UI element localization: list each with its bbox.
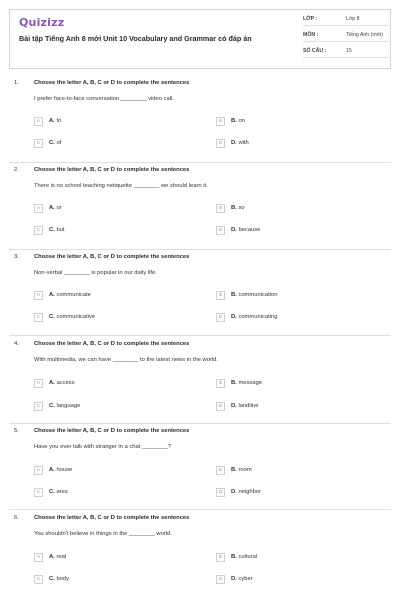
option-text: message	[238, 380, 262, 386]
option-text: but	[56, 227, 65, 233]
option-text: body	[56, 576, 70, 582]
question-instruction: Choose the letter A, B, C or D to complete the sentences	[34, 428, 190, 434]
question-6	[0, 515, 400, 601]
option-label: D.	[231, 227, 237, 233]
worksheet-title: Bài tập Tiếng Anh 8 mới Unit 10 Vocabulary and Grammar có đáp án	[19, 34, 252, 43]
option-label: D.	[231, 403, 237, 409]
option-letter-box: D	[216, 313, 225, 322]
question-instruction: Choose the letter A, B, C or D to complete the sentences	[34, 167, 190, 173]
option-label: A.	[49, 554, 55, 560]
option-text: room	[238, 467, 252, 473]
option-letter-box: C	[34, 313, 43, 322]
question-number: 3.	[14, 254, 19, 260]
option-text: so	[238, 205, 245, 211]
question-number: 2.	[14, 167, 19, 173]
meta-class	[303, 14, 388, 26]
option-label: A.	[49, 205, 55, 211]
option-letter-box: C	[34, 488, 43, 497]
meta-class-value: Lớp 8	[346, 16, 360, 22]
option-letter-box: C	[34, 402, 43, 411]
meta-count	[303, 46, 388, 58]
option-text: communicating	[238, 314, 278, 320]
question-instruction: Choose the letter A, B, C or D to complete the sentences	[34, 341, 190, 347]
option-letter-box: D	[216, 139, 225, 148]
option-text: on	[238, 118, 245, 124]
question-instruction: Choose the letter A, B, C or D to complete the sentences	[34, 80, 190, 86]
option-letter-box: A	[34, 291, 43, 300]
option-text: with	[238, 140, 249, 146]
option-letter-box: B	[216, 291, 225, 300]
question-number: 6.	[14, 515, 19, 521]
meta-divider	[303, 57, 388, 58]
option-letter-box: D	[216, 402, 225, 411]
option-label: B.	[231, 118, 237, 124]
option-label: C.	[49, 403, 55, 409]
option-label: C.	[49, 227, 55, 233]
option-label: D.	[231, 576, 237, 582]
question-instruction: Choose the letter A, B, C or D to complete the sentences	[34, 515, 190, 521]
option-letter-box: C	[34, 139, 43, 148]
meta-count-value: 15	[346, 48, 352, 54]
option-text: access	[56, 380, 75, 386]
question-divider	[9, 509, 391, 510]
question-number: 5.	[14, 428, 19, 434]
option-text: of	[56, 140, 62, 146]
option-label: C.	[49, 314, 55, 320]
option-letter-box: B	[216, 466, 225, 475]
option-label: A.	[49, 118, 55, 124]
option-label: D.	[231, 140, 237, 146]
option-letter-box: A	[34, 553, 43, 562]
option-letter-box: B	[216, 553, 225, 562]
question-text: There is no school teaching netiquette ________ we should learn it.	[34, 183, 208, 189]
meta-subject-value: Tiếng Anh (mới)	[346, 32, 383, 38]
question-text: You shouldn't believe in things in the ________ world.	[34, 531, 172, 537]
option-letter-box: A	[34, 379, 43, 388]
question-instruction: Choose the letter A, B, C or D to complete the sentences	[34, 254, 190, 260]
option-label: A.	[49, 292, 55, 298]
question-divider	[9, 423, 391, 424]
option-label: B.	[231, 292, 237, 298]
meta-divider	[303, 41, 388, 42]
option-text: or	[56, 205, 62, 211]
option-letter-box: D	[216, 488, 225, 497]
question-5	[0, 428, 400, 514]
option-text: communicate	[56, 292, 91, 298]
question-text: I prefer face-to-face conversation ________ video call.	[34, 96, 174, 102]
option-label: B.	[231, 467, 237, 473]
option-label: A.	[49, 380, 55, 386]
meta-divider	[303, 25, 388, 26]
option-text: ares	[56, 489, 68, 495]
meta-subject	[303, 30, 388, 42]
option-text: landline	[238, 403, 259, 409]
option-text: to	[56, 118, 62, 124]
option-letter-box: A	[34, 204, 43, 213]
meta-count-label: SỐ CÂU :	[303, 48, 327, 54]
question-divider	[9, 162, 391, 163]
option-letter-box: D	[216, 575, 225, 584]
question-4	[0, 341, 400, 427]
meta-subject-label: MÔN :	[303, 32, 319, 38]
question-text: With multimedia, we can have ________ to the latest news in the world.	[34, 357, 218, 363]
worksheet-header	[9, 9, 391, 69]
question-number: 4.	[14, 341, 19, 347]
option-letter-box: B	[216, 204, 225, 213]
option-label: B.	[231, 554, 237, 560]
option-text: cyber	[238, 576, 253, 582]
option-label: B.	[231, 205, 237, 211]
option-letter-box: A	[34, 466, 43, 475]
option-text: communicative	[56, 314, 96, 320]
option-label: D.	[231, 489, 237, 495]
option-label: D.	[231, 314, 237, 320]
option-text: neighbor	[238, 489, 261, 495]
option-letter-box: A	[34, 117, 43, 126]
question-2	[0, 167, 400, 253]
question-number: 1.	[14, 80, 19, 86]
option-text: language	[56, 403, 81, 409]
option-letter-box: C	[34, 226, 43, 235]
option-text: house	[56, 467, 73, 473]
option-text: cultural	[238, 554, 258, 560]
option-text: because	[238, 227, 261, 233]
question-1	[0, 80, 400, 166]
question-divider	[9, 249, 391, 250]
option-letter-box: D	[216, 226, 225, 235]
option-label: C.	[49, 140, 55, 146]
option-label: A.	[49, 467, 55, 473]
question-3	[0, 254, 400, 340]
meta-class-label: LỚP :	[303, 16, 318, 22]
option-letter-box: B	[216, 379, 225, 388]
question-text: Have you ever talk with stranger in a chat ________?	[34, 444, 171, 450]
question-divider	[9, 335, 391, 336]
option-text: communication	[238, 292, 278, 298]
option-label: B.	[231, 380, 237, 386]
option-label: C.	[49, 576, 55, 582]
question-text: Non-verbal ________ is popular in our daily life.	[34, 270, 157, 276]
option-label: C.	[49, 489, 55, 495]
quizizz-logo: Quizizz	[19, 16, 65, 29]
option-letter-box: B	[216, 117, 225, 126]
option-text: real	[56, 554, 67, 560]
option-letter-box: C	[34, 575, 43, 584]
